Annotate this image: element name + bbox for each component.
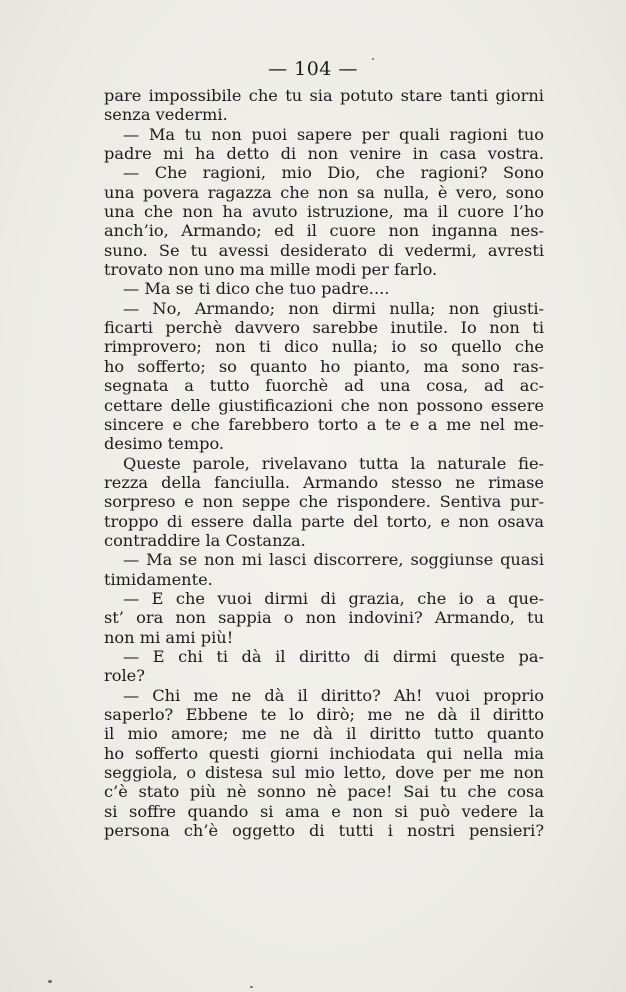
text-line: ficarti perchè davvero sarebbe inutile. Io non ti xyxy=(104,318,544,338)
text-line: il mio amore; me ne dà il diritto tutto quanto xyxy=(104,724,544,744)
text-line: — Ma tu non puoi sapere per quali ragioni tuo xyxy=(123,124,544,144)
text-line: sincere e che farebbero torto a te e a me nel me- xyxy=(104,414,544,434)
text-line: rimprovero; non ti dico nulla; io so quello che xyxy=(104,337,544,357)
text-line: — E chi ti dà il diritto di dirmi queste pa- xyxy=(123,646,544,666)
text-line: sorpreso e non seppe che rispondere. Sentiva pur- xyxy=(104,492,544,512)
text-line: segnata a tutto fuorchè ad una cosa, ad ac- xyxy=(104,376,544,396)
text-line: st’ ora non sappia o non indovini? Armando, tu xyxy=(104,608,544,628)
text-line: Queste parole, rivelavano tutta la naturale fie- xyxy=(123,453,544,473)
text-line: trovato non uno ma mille modi per farlo. xyxy=(104,260,438,280)
page-number: — 104 — xyxy=(268,58,358,80)
text-line: — Ma se ti dico che tuo padre.... xyxy=(123,279,390,299)
scan-speck xyxy=(250,986,253,988)
text-line: ho sofferto questi giorni inchiodata qui nella mia xyxy=(104,743,544,763)
text-line: role? xyxy=(104,666,145,686)
text-line: c’è stato più nè sonno nè pace! Sai tu che cosa xyxy=(104,782,544,802)
text-line: non mi ami più! xyxy=(104,627,234,647)
text-line: persona ch’è oggetto di tutti i nostri pensieri? xyxy=(104,821,544,841)
text-line: — E che vuoi dirmi di grazia, che io a que- xyxy=(123,588,544,608)
text-line: ho sofferto; so quanto ho pianto, ma sono ras- xyxy=(104,356,544,376)
text-line: — Chi me ne dà il diritto? Ah! vuoi proprio xyxy=(123,685,544,705)
text-line: seggiola, o distesa sul mio letto, dove per me non xyxy=(104,763,544,783)
text-line: pare impossibile che tu sia potuto stare tanti giorni xyxy=(104,86,544,105)
text-line: anch’io, Armando; ed il cuore non inganna nes- xyxy=(104,221,544,241)
text-line: saperlo? Ebbene te lo dirò; me ne dà il diritto xyxy=(104,705,544,724)
scan-speck xyxy=(48,980,52,983)
text-line: rezza della fanciulla. Armando stesso ne rimase xyxy=(104,472,544,492)
text-line: — Ma se non mi lasci discorrere, soggiunse quasi xyxy=(123,550,544,570)
text-line: senza vedermi. xyxy=(104,105,228,125)
text-line: timidamente. xyxy=(104,569,213,589)
text-line: — No, Armando; non dirmi nulla; non giusti- xyxy=(123,298,544,318)
scan-speck xyxy=(372,58,374,60)
text-line: suno. Se tu avessi desiderato di vedermi, avresti xyxy=(104,240,544,260)
body-text xyxy=(104,86,544,840)
text-line: una che non ha avuto istruzione, ma il cuore l’ho xyxy=(104,202,544,222)
text-line: contraddire la Costanza. xyxy=(104,530,306,550)
text-line: troppo di essere dalla parte del torto, e non osava xyxy=(104,511,544,531)
text-line: — Che ragioni, mio Dio, che ragioni? Sono xyxy=(123,163,544,183)
text-line: una povera ragazza che non sa nulla, è vero, sono xyxy=(104,182,544,202)
text-line: cettare delle giustificazioni che non possono essere xyxy=(104,395,544,415)
text-line: desimo tempo. xyxy=(104,434,225,454)
text-line: padre mi ha detto di non venire in casa vostra. xyxy=(104,144,544,164)
text-line: si soffre quando si ama e non si può vedere la xyxy=(104,801,544,821)
